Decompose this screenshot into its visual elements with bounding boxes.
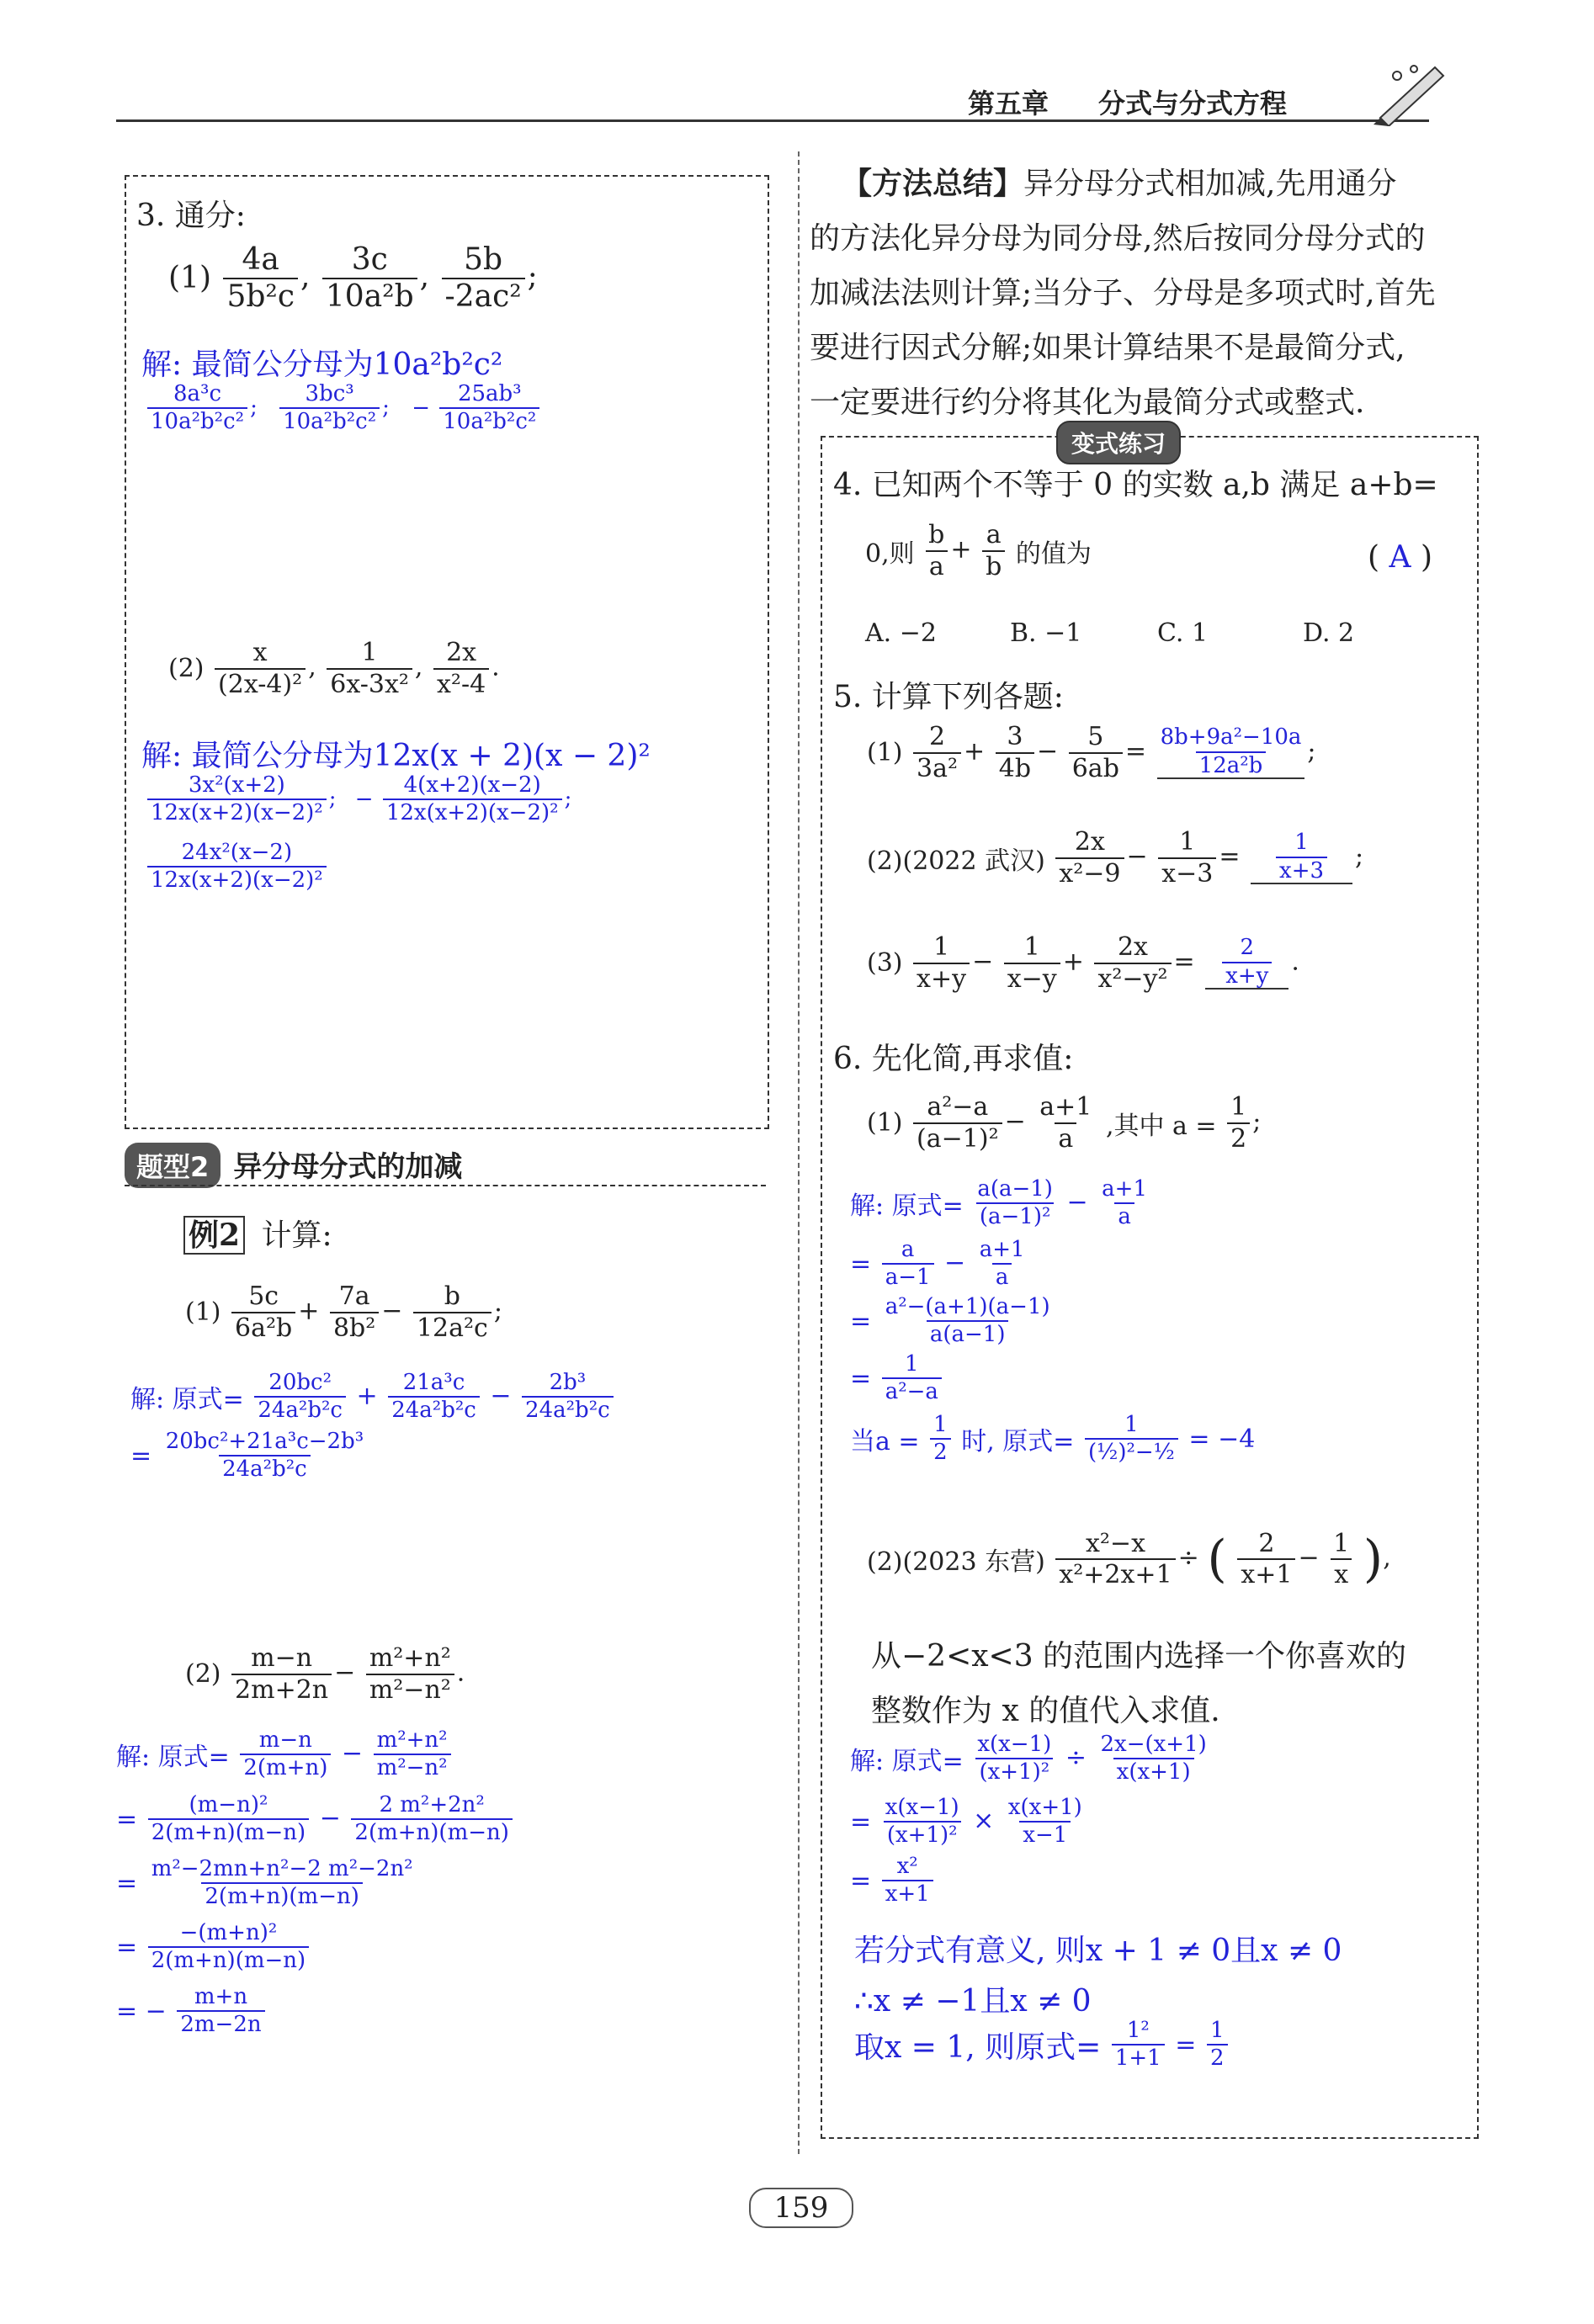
q6-s2-line1: 解: 原式= $\frac{x(x-1)}{\text{(x+1)²}}$ ÷ $\frac{2x-(x+1)}{x(x+1)}$ (850, 1732, 1207, 1785)
example2-p2-line2: = $\frac{\text{(m−n)²}}{2(m+n)(m-n)}$ − $\frac{\text{2 m²+2n²}}{2(m+n)(m-n)}$ (116, 1794, 515, 1845)
q6-s2-line3: = $\frac{\text{x²}}{x+1}$ (850, 1855, 936, 1907)
chapter-label: 第五章 (968, 88, 1049, 119)
type2-header (125, 1143, 462, 1188)
q6-s1-line2: = $\frac{a}{a-1}$ − $\frac{a+1}{a}$ (850, 1237, 1025, 1291)
q3-p2-solution-title: 解: 最简公分母为12x(x + 2)(x − 2)² (141, 739, 651, 773)
method-tag: 【方法总结】 (842, 167, 1024, 201)
q4-answer-bracket: ( A ) (1368, 540, 1432, 575)
q3-p2-solution-b: $\frac{\text{24x²(x−2)}}{\text{12x(x+2)(x−2)²}}$ (145, 841, 329, 893)
example2-part1: (1) $\frac{5c}{\text{6a²b}}$ + $\frac{7a}{\text{8b²}}$ − $\frac{b}{\text{12a²c}}$ ; (185, 1281, 502, 1343)
q6-s2-line5: ∴x ≠ −1且x ≠ 0 (854, 1984, 1092, 2019)
q5-p3-answer: 2 (1240, 935, 1255, 961)
q4-option-b: B. −1 (1010, 618, 1082, 648)
q4-stem-line2: 0,则 $\frac{b}{a}$ + $\frac{a}{b}$ 的值为 (865, 520, 1092, 581)
example2-label: 例2 (183, 1216, 245, 1255)
method-summary-line4: 要进行因式分解;如果计算结果不是最简分式, (810, 331, 1405, 365)
q4-option-a: A. −2 (865, 618, 937, 648)
q4-option-d: D. 2 (1303, 618, 1355, 648)
q3-label: 3. 通分: (136, 199, 246, 233)
q6-stem: 6. 先化简,再求值: (833, 1042, 1074, 1076)
q6-p2-text1: 从−2<x<3 的范围内选择一个你喜欢的 (871, 1639, 1407, 1674)
q6-p2-text2: 整数作为 x 的值代入求值. (871, 1694, 1220, 1728)
pencil-decoration-icon (1363, 59, 1456, 130)
q3-p2-solution-a: $\frac{\text{3x²(x+2)}}{\text{12x(x+2)(x−2)²}}$ ; − $\frac{4(x+2)(x-2)}{\text{12x(x+2)(x−2)²}}$ ; (145, 774, 571, 825)
example2-part2: (2) $\frac{m-n}{2m+2n}$ − $\frac{\text{m²+n²}}{\text{m²−n²}}$ . (185, 1643, 465, 1705)
q6-part2: (2)(2023 东营) $\frac{\text{x²−x}}{\text{x²+2x+1}}$ ÷ ( $\frac{2}{x+1}$ − $\frac{1}{x}$ ), (867, 1528, 1391, 1589)
practice-title: 变式练习 (1056, 421, 1181, 464)
method-summary-line5: 一定要进行约分将其化为最简分式或整式. (810, 385, 1365, 420)
type2-badge: 题型2 (125, 1143, 221, 1188)
method-summary-line1: 【方法总结】异分母分式相加减,先用通分 (842, 167, 1397, 201)
example2-p2-line4: = $\frac{\text{−(m+n)²}}{2(m+n)(m-n)}$ (116, 1922, 311, 1973)
q4-option-c: C. 1 (1157, 618, 1209, 648)
q3-part2: (2) $\frac{x}{\text{(2x-4)²}}$ , $\frac{1}{\text{6x-3x²}}$ , $\frac{2x}{\text{x²-4}}$ . (168, 638, 500, 699)
q4-answer: A (1389, 540, 1411, 575)
q5-part3: (3) $\frac{1}{x+y}$ − $\frac{1}{x-y}$ + $\frac{2x}{\text{x²−y²}}$ = $\frac{2}{x+y}$ . (867, 932, 1299, 994)
q5-stem: 5. 计算下列各题: (833, 680, 1064, 714)
q3-part1: (1) $\frac{4a}{\text{5b²c}}$ , $\frac{3c}{\text{10a²b}}$ , $\frac{5b}{\text{-2ac²}}$ ; (168, 242, 538, 314)
q3-p1-solution-title: 解: 最简公分母为10a²b²c² (141, 348, 503, 382)
q6-s1-line5: 当a = $\frac{1}{2}$ 时, 原式= 1 (½)²−½ = −4 (850, 1412, 1256, 1466)
type2-title: 异分母分式的加减 (233, 1150, 463, 1184)
q6-s2-line6: 取x = 1, 则原式= $\frac{\text{1²}}{1+1}$ = $\frac{1}{2}$ (854, 2019, 1230, 2071)
type2-rule (125, 1185, 766, 1186)
q3-p1-solution: $\frac{\text{8a³c}}{\text{10a²b²c²}}$ ; $\frac{\text{3bc³}}{\text{10a²b²c²}}$ ; − $\frac{\text{25ab³}}{\text{10a²b²c²}}$ (145, 383, 542, 434)
q4-stem-line1: 4. 已知两个不等于 0 的实数 a,b 满足 a+b= (833, 468, 1438, 502)
q6-s1-line3: = $\frac{\text{a²−(a+1)(a−1)}}{a(a-1)}$ (850, 1294, 1050, 1348)
q6-s1-line4: = $\frac{1}{\text{a²−a}}$ (850, 1353, 944, 1404)
q6-s2-line2: = $\frac{x(x-1)}{\text{(x+1)²}}$ × $\frac{x(x+1)}{x-1}$ (850, 1795, 1082, 1849)
page-number: 159 (749, 2188, 853, 2228)
q6-s2-line4: 若分式有意义, 则x + 1 ≠ 0且x ≠ 0 (854, 1934, 1342, 1968)
q5-p2-answer: 1 (1294, 830, 1309, 856)
q5-part2: (2)(2022 武汉) $\frac{2x}{\text{x²−9}}$ − $\frac{1}{x-3}$ = $\frac{1}{x+3}$ ; (867, 827, 1364, 889)
q6-s1-line1: 解: 原式= $\frac{a(a-1)}{\text{(a−1)²}}$ − $\frac{a+1}{a}$ (850, 1176, 1147, 1230)
q5-p1-answer: 8b+9a²−10a (1160, 724, 1302, 751)
example2-p2-line5: = − $\frac{m+n}{2m-2n}$ (116, 1986, 268, 2037)
example2-p1-result: = $\frac{\text{20bc²+21a³c−2b³}}{\text{24a²b²c}}$ (130, 1429, 364, 1483)
q5-part1: (1) $\frac{2}{\text{3a²}}$ + $\frac{3}{4b}$ − $\frac{5}{6ab}$ = $\frac{\text{8b+9a²−10a}}{\text{12a²b}}$ ; (867, 722, 1316, 783)
method-summary-line3: 加减法法则计算;当分子、分母是多项式时,首先 (810, 276, 1436, 310)
example2-p2-line1: 解: 原式= $\frac{m-n}{2(m+n)}$ − $\frac{\text{m²+n²}}{\text{m²−n²}}$ (116, 1729, 454, 1780)
example2-p1-solution: 解: 原式= $\frac{\text{20bc²}}{\text{24a²b²c}}$ + $\frac{\text{21a³c}}{\text{24a²b²c}}$ − $\frac{\text{2b³}}{\text{24a²b²c}}$ (130, 1372, 616, 1423)
q6-part1: (1) $\frac{\text{a²−a}}{\text{(a−1)²}}$ − $\frac{a+1}{a}$ ,其中 a = $\frac{1}{2}$ ; (867, 1092, 1262, 1154)
column-divider (798, 151, 800, 2154)
example2-p2-line3: = $\frac{\text{m²−2mn+n²−2 m²−2n²}}{2(m+n)(m-n)}$ (116, 1856, 413, 1910)
example2-head: 例2 计算: (183, 1212, 332, 1255)
method-summary-line2: 的方法化异分母为同分母,然后按同分母分式的 (810, 221, 1426, 256)
chapter-title: 分式与分式方程 (1098, 88, 1288, 119)
